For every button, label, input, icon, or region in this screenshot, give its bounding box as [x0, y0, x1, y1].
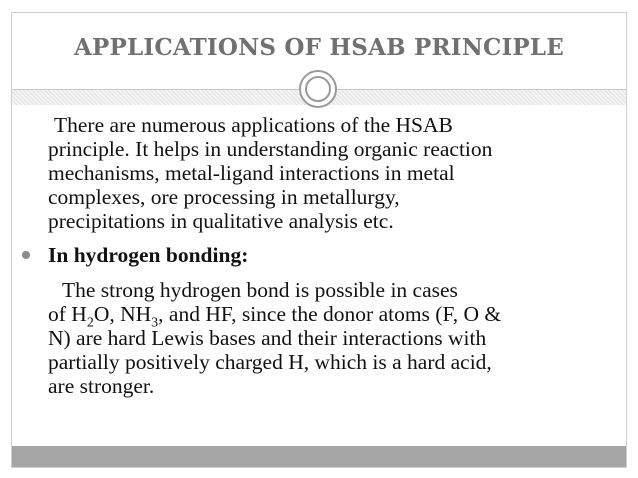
detail-line: partially positively charged H, which is a hard acid,: [48, 350, 492, 374]
slide-title: APPLICATIONS OF HSAB PRINCIPLE: [73, 34, 565, 61]
detail-line: N) are hard Lewis bases and their interactions with: [48, 326, 487, 350]
intro-line: complexes, ore processing in metallurgy,: [48, 185, 400, 209]
bullet-label: In hydrogen bonding:: [48, 243, 249, 267]
intro-line: precipitations in qualitative analysis etc.: [48, 209, 394, 233]
subscript: 2: [86, 315, 94, 331]
divider-circle-ornament: [299, 70, 337, 108]
detail-paragraph: [48, 278, 618, 398]
detail-text: of H: [48, 302, 87, 326]
intro-line: There are numerous applications of the HSAB: [54, 113, 453, 137]
divider-circle-inner: [305, 76, 331, 102]
bullet-dot-icon: [22, 251, 30, 259]
detail-text: O, NH: [93, 302, 152, 326]
detail-line: are stronger.: [48, 374, 155, 398]
detail-text: , and HF, since the donor atoms (F, O &: [158, 302, 502, 326]
intro-line: principle. It helps in understanding organic reaction: [48, 137, 493, 161]
footer-bar: [12, 446, 626, 467]
intro-paragraph: [48, 113, 618, 233]
subscript: 3: [151, 315, 159, 331]
detail-line-formula: [48, 302, 618, 331]
intro-line: mechanisms, metal-ligand interactions in metal: [48, 161, 455, 185]
detail-line: The strong hydrogen bond is possible in cases: [62, 278, 458, 302]
